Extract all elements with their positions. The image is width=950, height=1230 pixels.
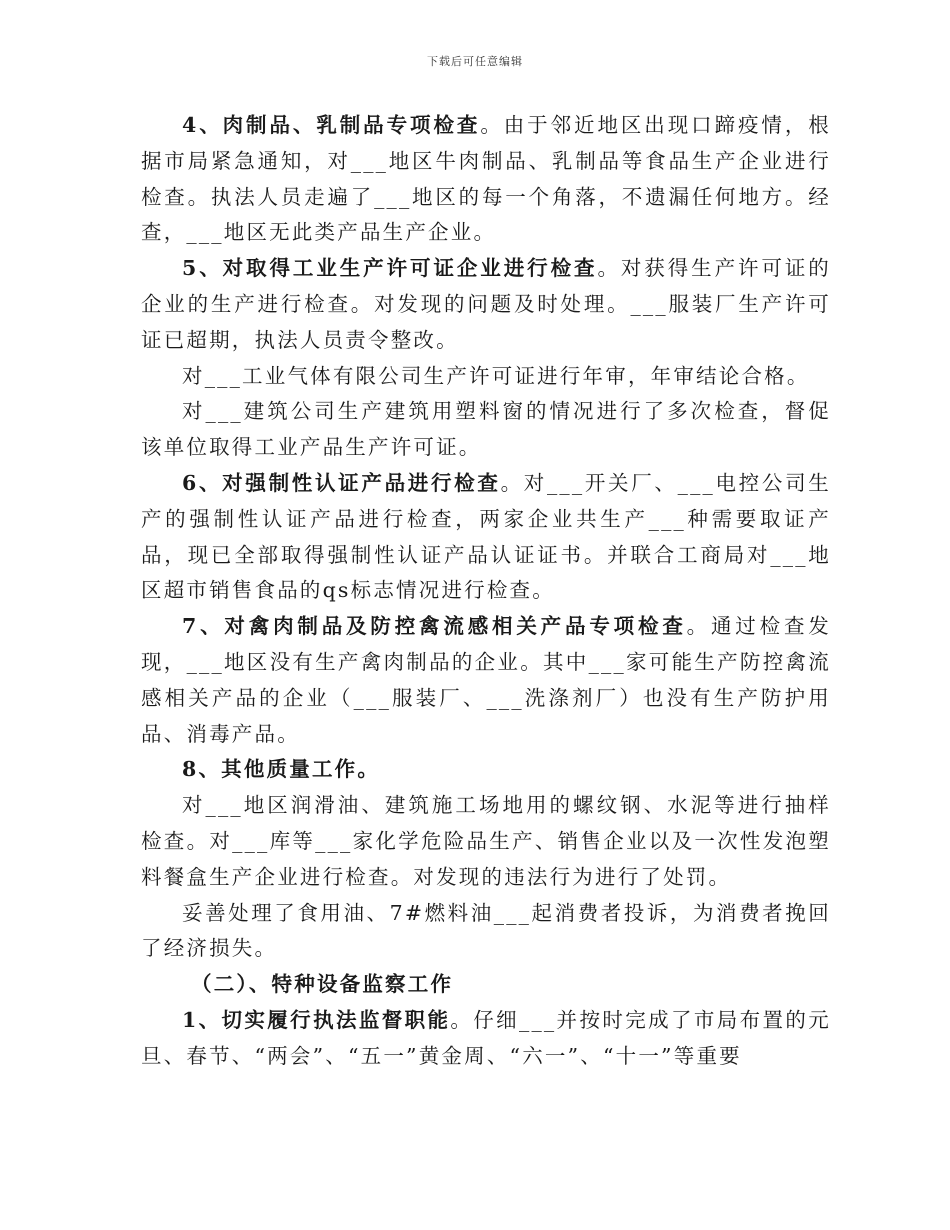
paragraph-construction-company [141,394,831,466]
paragraph-heading: 8、其他质量工作。 [182,757,381,782]
paragraph-text: 。对___开关厂、___电控公司生产的强制性认证产品进行检查，两家企业共生产___种需要取证产品，现已全部取得强制性认证产品认证证书。并联合工商局对___地区超市销售食品的qs标志情况进行检查。 [141,470,831,603]
paragraph-text: 对___建筑公司生产建筑用塑料窗的情况进行了多次检查，督促该单位取得工业产品生产许可证。 [141,399,831,460]
paragraph-heading: 7、对禽肉制品及防控禽流感相关产品专项检查 [182,614,687,639]
paragraph-heading: 1、切实履行执法监督职能 [182,1007,451,1032]
paragraph-text: 对___工业气体有限公司生产许可证进行年审，年审结论合格。 [182,363,810,388]
paragraph-heading: 5、对取得工业生产许可证企业进行检查 [182,256,598,281]
paragraph-text: 。对获得生产许可证的企业的生产进行检查。对发现的问题及时处理。___服装厂生产许可证已超期，执法人员责令整改。 [141,256,831,352]
paragraph-text: 妥善处理了食用油、7#燃料油___起消费者投诉，为消费者挽回了经济损失。 [141,900,831,961]
paragraph-text: 。通过检查发现，___地区没有生产禽肉制品的企业。其中___家可能生产防控禽流感相关产品的企业（___服装厂、___洗涤剂厂）也没有生产防护用品、消毒产品。 [141,614,831,746]
section-heading-special-equipment [141,967,831,1003]
paragraph-text: 。仔细___并按时完成了市局布置的元旦、春节、“两会”、“五一”黄金周、“六一”、“十一”等重要 [141,1007,831,1068]
paragraph-poultry-inspection [141,609,831,752]
document-body [141,108,831,1075]
paragraph-law-enforcement-duty [141,1003,831,1075]
paragraph-gas-company [141,359,831,395]
paragraph-license-inspection [141,251,831,358]
paragraph-heading: 6、对强制性认证产品进行检查 [182,470,501,495]
paragraph-other-quality-work [141,752,831,788]
paragraph-meat-dairy-inspection [141,108,831,251]
page-header: 下载后可任意编辑 [427,55,523,68]
paragraph-consumer-complaints [141,896,831,968]
paragraph-sampling-inspection [141,788,831,895]
paragraph-text: 对___地区润滑油、建筑施工场地用的螺纹钢、水泥等进行抽样检查。对___库等___家化学危险品生产、销售企业以及一次性发泡塑料餐盒生产企业进行检查。对发现的违法行为进行了处罚。 [141,793,831,889]
paragraph-compulsory-certification [141,466,831,609]
paragraph-heading: 4、肉制品、乳制品专项检查 [182,113,481,137]
section-title: （二）、特种设备监察工作 [191,972,454,997]
paragraph-text: 。由于邻近地区出现口蹄疫情，根据市局紧急通知，对___地区牛肉制品、乳制品等食品生产企业进行检查。执法人员走遍了___地区的每一个角落，不遗漏任何地方。经查，___地区无此类产品生产企业。 [141,113,831,245]
